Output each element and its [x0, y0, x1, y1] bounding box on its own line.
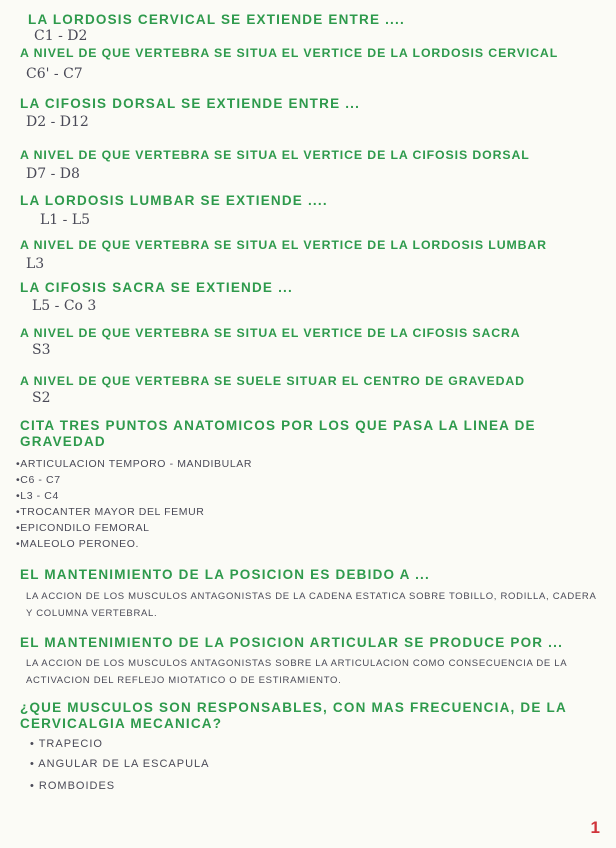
answer-1: C1 - D2 — [34, 28, 88, 44]
list-item: •MALEOLO PERONEO. — [16, 538, 139, 550]
list-item: • ANGULAR DE LA ESCAPULA — [30, 758, 210, 770]
answer-6: L3 — [26, 256, 45, 272]
question-5: LA LORDOSIS LUMBAR SE EXTIENDE .... — [20, 193, 328, 208]
list-item: •L3 - C4 — [16, 490, 59, 502]
question-9: A NIVEL DE QUE VERTEBRA SE SUELE SITUAR EL CENTRO DE GRAVEDAD — [20, 374, 525, 388]
question-8: A NIVEL DE QUE VERTEBRA SE SITUA EL VERTICE DE LA CIFOSIS SACRA — [20, 326, 521, 340]
answer-4: D7 - D8 — [26, 166, 80, 182]
answer-2: C6' - C7 — [26, 66, 83, 82]
question-3: LA CIFOSIS DORSAL SE EXTIENDE ENTRE ... — [20, 96, 361, 111]
question-posicion: EL MANTENIMIENTO DE LA POSICION ES DEBIDO A ... — [20, 567, 430, 582]
answer-9: S2 — [32, 390, 51, 406]
question-6: A NIVEL DE QUE VERTEBRA SE SITUA EL VERTICE DE LA LORDOSIS LUMBAR — [20, 238, 547, 252]
answer-3: D2 - D12 — [26, 114, 89, 130]
answer-7: L5 - Co 3 — [32, 298, 97, 314]
page-number: 1 — [590, 818, 600, 837]
list-item: •TROCANTER MAYOR DEL FEMUR — [16, 506, 205, 518]
answer-posicion-articular: LA ACCION DE LOS MUSCULOS ANTAGONISTAS SOBRE LA ARTICULACION COMO CONSECUENCIA DE LA ACTIVACION DEL REFLEJO MIOTATICO O DE ESTIRAMIENTO. — [26, 658, 567, 686]
question-2: A NIVEL DE QUE VERTEBRA SE SITUA EL VERTICE DE LA LORDOSIS CERVICAL — [20, 46, 559, 60]
question-gravity: CITA TRES PUNTOS ANATOMICOS POR LOS QUE PASA LA LINEA DE GRAVEDAD — [20, 418, 536, 449]
answer-posicion: LA ACCION DE LOS MUSCULOS ANTAGONISTAS DE LA CADENA ESTATICA SOBRE TOBILLO, RODILLA, CADERA Y COLUMNA VERTEBRAL. — [26, 591, 596, 619]
question-cervicalgia: ¿QUE MUSCULOS SON RESPONSABLES, CON MAS FRECUENCIA, DE LA CERVICALGIA MECANICA? — [20, 700, 567, 731]
list-item: • TRAPECIO — [30, 738, 103, 750]
answer-8: S3 — [32, 342, 51, 358]
list-item: • ROMBOIDES — [30, 780, 116, 792]
answer-5: L1 - L5 — [40, 212, 91, 228]
list-item: •ARTICULACION TEMPORO - MANDIBULAR — [16, 458, 253, 470]
list-item: •EPICONDILO FEMORAL — [16, 522, 150, 534]
question-posicion-articular: EL MANTENIMIENTO DE LA POSICION ARTICULAR SE PRODUCE POR ... — [20, 635, 564, 650]
question-7: LA CIFOSIS SACRA SE EXTIENDE ... — [20, 280, 293, 295]
question-4: A NIVEL DE QUE VERTEBRA SE SITUA EL VERTICE DE LA CIFOSIS DORSAL — [20, 148, 530, 162]
list-item: •C6 - C7 — [16, 474, 61, 486]
question-1: LA LORDOSIS CERVICAL SE EXTIENDE ENTRE .... — [28, 12, 405, 27]
